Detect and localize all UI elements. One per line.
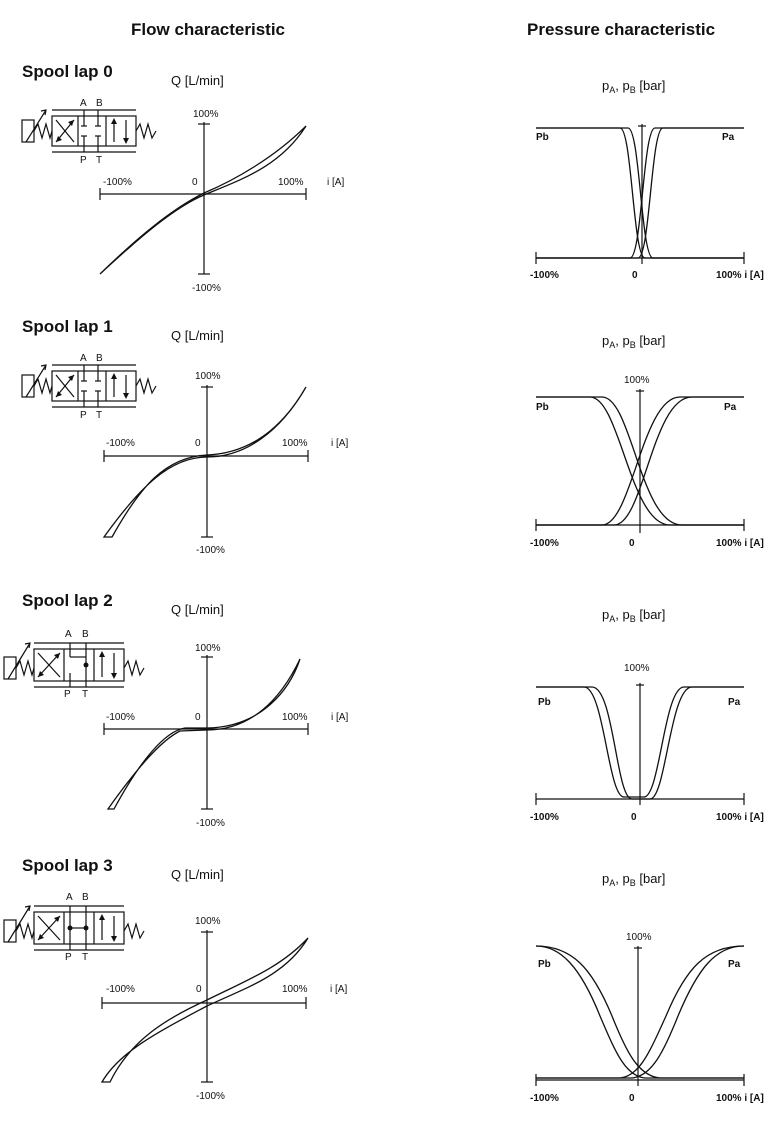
port-t-label: T	[82, 689, 89, 700]
port-t-label: T	[96, 410, 103, 421]
port-t-label: T	[96, 155, 103, 166]
pressure-x-right-label: 100% i [A]	[716, 270, 764, 281]
pa-curve-label: Pa	[722, 132, 735, 143]
pressure-origin-label: 0	[632, 270, 638, 281]
flow-hysteresis-curve	[104, 387, 306, 537]
flow-x-unit-label: i [A]	[331, 712, 349, 723]
pb-curve-b	[536, 946, 744, 1078]
flow-y-label: Q [L/min]	[171, 73, 224, 88]
spool-lap-0-row	[0, 62, 780, 332]
flow-x-left-label: -100%	[106, 712, 135, 723]
pressure-y-label: $p_A$, $p_B$ [bar]	[602, 78, 666, 95]
pressure-chart	[520, 62, 780, 302]
flow-origin-label: 0	[192, 177, 198, 188]
spool-title: Spool lap 2	[22, 591, 113, 610]
pressure-x-left-label: -100%	[530, 1093, 559, 1104]
flow-chart	[0, 591, 370, 831]
port-p-label: P	[64, 689, 71, 700]
flow-y-label: Q [L/min]	[171, 328, 224, 343]
pb-curve-a	[536, 946, 744, 1078]
flow-y-bottom-label: -100%	[196, 545, 225, 556]
flow-y-top-label: 100%	[195, 916, 221, 927]
spool-lap-1-row	[0, 317, 780, 587]
port-b-label: B	[96, 98, 103, 109]
pressure-x-right-label: 100% i [A]	[716, 812, 764, 823]
flow-characteristic-header: Flow characteristic	[131, 20, 286, 39]
flow-x-right-label: 100%	[282, 712, 308, 723]
flow-y-top-label: 100%	[193, 109, 219, 120]
flow-x-left-label: -100%	[103, 177, 132, 188]
port-a-label: A	[80, 353, 87, 364]
flow-x-unit-label: i [A]	[330, 984, 348, 995]
pb-curve-label: Pb	[538, 697, 551, 708]
flow-x-right-label: 100%	[282, 438, 308, 449]
spool-lap-2-row	[0, 591, 780, 861]
spool-title: Spool lap 1	[22, 317, 113, 336]
pressure-origin-label: 0	[631, 812, 637, 823]
port-t-label: T	[82, 952, 89, 963]
flow-hysteresis-curve	[102, 938, 308, 1082]
flow-y-top-label: 100%	[195, 643, 221, 654]
flow-x-unit-label: i [A]	[331, 438, 349, 449]
port-b-label: B	[82, 892, 89, 903]
pressure-origin-label: 0	[629, 538, 635, 549]
pressure-y-label: $p_A$, $p_B$ [bar]	[602, 333, 666, 350]
spool-title: Spool lap 3	[22, 856, 113, 875]
pressure-y-top-label: 100%	[624, 663, 650, 674]
port-p-label: P	[65, 952, 72, 963]
port-a-label: A	[66, 892, 73, 903]
flow-x-right-label: 100%	[282, 984, 308, 995]
pressure-chart	[520, 856, 780, 1116]
flow-y-bottom-label: -100%	[192, 283, 221, 294]
pressure-x-right-label: 100% i [A]	[716, 1093, 764, 1104]
pa-curve-a	[536, 946, 744, 1078]
port-a-label: A	[80, 98, 87, 109]
flow-y-bottom-label: -100%	[196, 818, 225, 829]
flow-hysteresis-curve	[108, 659, 300, 809]
flow-origin-label: 0	[195, 438, 201, 449]
pa-curve-label: Pa	[728, 697, 741, 708]
port-a-label: A	[65, 629, 72, 640]
pressure-y-top-label: 100%	[624, 375, 650, 386]
pressure-y-label: $p_A$, $p_B$ [bar]	[602, 607, 666, 624]
spool-title: Spool lap 0	[22, 62, 113, 81]
flow-origin-label: 0	[195, 712, 201, 723]
pressure-characteristic-header: Pressure characteristic	[527, 20, 716, 39]
pressure-x-left-label: -100%	[530, 812, 559, 823]
pressure-x-left-label: -100%	[530, 270, 559, 281]
flow-chart	[0, 62, 370, 302]
pb-curve-label: Pb	[538, 959, 551, 970]
pressure-x-right-label: 100% i [A]	[716, 538, 764, 549]
pressure-y-top-label: 100%	[626, 932, 652, 943]
port-p-label: P	[80, 410, 87, 421]
flow-x-left-label: -100%	[106, 984, 135, 995]
port-b-label: B	[96, 353, 103, 364]
pb-curve-label: Pb	[536, 402, 549, 413]
pa-curve-label: Pa	[724, 402, 737, 413]
spool-lap-3-row	[0, 856, 780, 1126]
flow-x-right-label: 100%	[278, 177, 304, 188]
flow-y-bottom-label: -100%	[196, 1091, 225, 1102]
port-b-label: B	[82, 629, 89, 640]
pa-curve-label: Pa	[728, 959, 741, 970]
pressure-x-left-label: -100%	[530, 538, 559, 549]
flow-hysteresis-curve	[100, 126, 306, 274]
flow-chart	[0, 856, 370, 1116]
port-p-label: P	[80, 155, 87, 166]
pb-curve-b	[536, 128, 744, 258]
flow-y-label: Q [L/min]	[171, 602, 224, 617]
pressure-chart	[520, 591, 780, 831]
flow-x-unit-label: i [A]	[327, 177, 345, 188]
pressure-chart	[520, 317, 780, 557]
pressure-y-label: $p_A$, $p_B$ [bar]	[602, 871, 666, 888]
pa-curve-b	[536, 946, 744, 1078]
flow-chart	[0, 317, 370, 557]
flow-y-label: Q [L/min]	[171, 867, 224, 882]
flow-y-top-label: 100%	[195, 371, 221, 382]
pressure-origin-label: 0	[629, 1093, 635, 1104]
pb-curve-label: Pb	[536, 132, 549, 143]
flow-origin-label: 0	[196, 984, 202, 995]
flow-x-left-label: -100%	[106, 438, 135, 449]
